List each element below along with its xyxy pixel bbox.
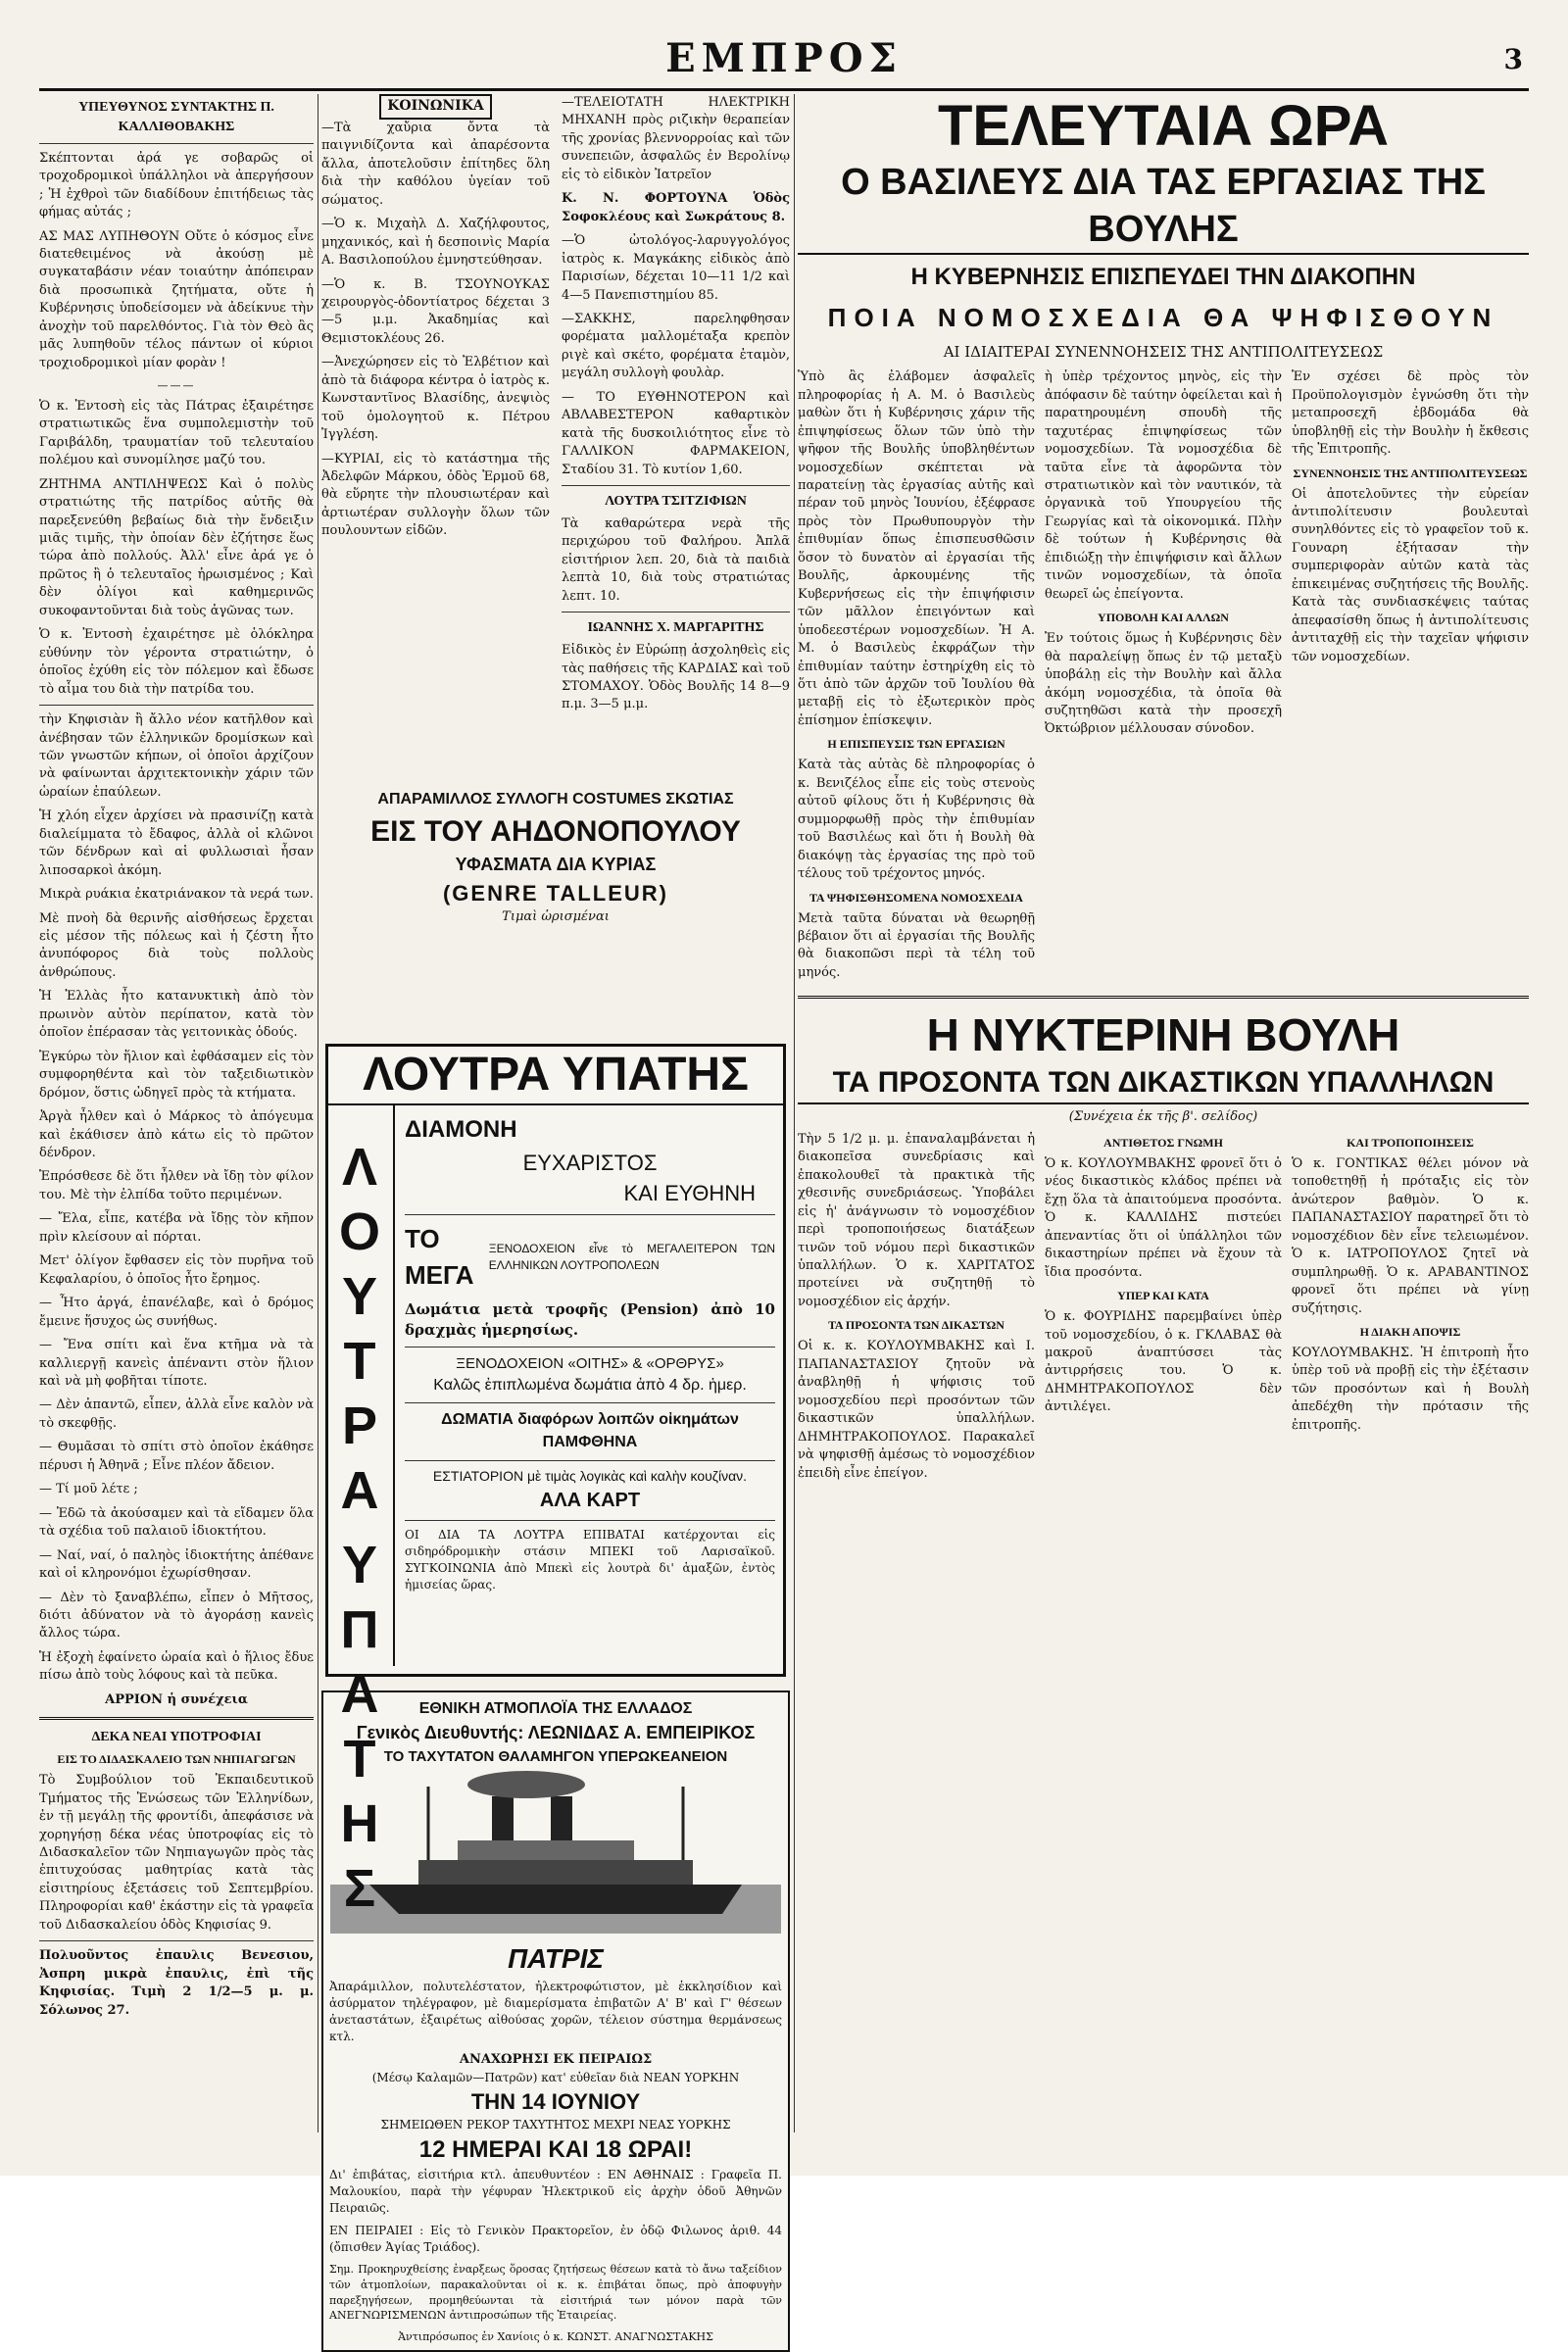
article-paragraph: Μετ' ὀλίγον ἔφθασεν εἰς τὸν πυρῆνα τοῦ Κεφαλαρίου, ὁ ὁποῖος ἦτο ἔρημος. <box>39 1253 314 1287</box>
article-paragraph: — Ναί, ναί, ὁ παληὸς ἰδιοκτήτης ἀπέθανε καὶ οἱ κληρονόμοι ἐχωρίσθησαν. <box>39 1547 314 1582</box>
article-paragraph: Ἀργὰ ἦλθεν καὶ ὁ Μάρκος τὸ ἀπόγευμα καὶ ἐκάθισεν ἀπὸ κάτω εἰς τὸ πρῶτον δένδρον. <box>39 1109 314 1161</box>
article-paragraph: Ὁ κ. Ἐντοσὴ εἰς τὰς Πάτρας ἐξαιρέτησε στρατιωτικῶς ἕνα συμπολεμιστὴν τοῦ Γαριβάλδη, τραυματίαν τοῦ τελευταίου πολέμου καὶ συνομίλησε μαζύ του. <box>39 398 314 468</box>
loutra-tsitzifion-text: Τὰ καθαρώτερα νερὰ τῆς περιχώρου τοῦ Φαλήρου. Ἀπλᾶ εἰσιτήριον λεπ. 20, διὰ τὰ παιδιὰ λεπτὰ 10, διὰ τοὺς στρατιώτας λεπτ. 10. <box>562 515 790 604</box>
headline-government: Η ΚΥΒΕΡΝΗΣΙΣ ΕΠΙΣΠΕΥΔΕΙ ΤΗΝ ΔΙΑΚΟΠΗΝ <box>910 264 1416 290</box>
headline-judicial: ΤΑ ΠΡΟΣΟΝΤΑ ΤΩΝ ΔΙΚΑΣΤΙΚΩΝ ΥΠΑΛΛΗΛΩΝ <box>798 1063 1529 1104</box>
article-paragraph: Ἐν σχέσει δὲ πρὸς τὸν Προϋπολογισμὸν ἐγνώσθη ὅτι τὴν μεταπροσεχῆ ἑβδομάδα θὰ ὑποβληθῇ εἰς τὴν Βουλὴν ἡ ἔκθεσις τῆς Ἐπιτροπῆς. <box>1292 369 1529 458</box>
costume-shop: ΕΙΣ ΤΟΥ ΑΗΔΟΝΟΠΟΥΛΟΥ <box>370 814 741 848</box>
small-ad: —ΣΑΚΚΗΣ, παρεληφθησαν φορέματα μαλλομέταξα κρεπὸν ριγὲ καὶ σκέτο, φορέματα ἐταμὸν, μεγάλη συλλογὴ φουλὰρ. <box>562 311 790 381</box>
article-paragraph: ΑΣ ΜΑΣ ΛΥΠΗΘΟΥΝ Οὔτε ὁ κόσμος εἶνε διατεθειμένος νὰ ἀκούσῃ μὲ συγκαταβάσιν νέαν τοιαύτην ἀπόπειραν διὰ προσωπικὰ ζητήματα, οὔτε ἡ Κυβέρνησις ὑποδείσομεν νὰ ἀδείκνυε τὴν ἀνοχὴν τοῦ παρελθόντος. Γιὰ τὸν Θεὸ ἂς μᾶς λυπηθοῦν τέλος πάντων οἱ κύριοι τροχιοδρομικοὶ μίαν φορὰν ! <box>39 228 314 370</box>
small-ad: Κ. Ν. ΦΟΡΤΟΥΝΑ Ὁδὸς Σοφοκλέους καὶ Σωκράτους 8. <box>562 191 790 224</box>
atmoploia-agent: Ἀντιπρόσωπος ἐν Χανίοις ὁ κ. ΚΩΝΣΤ. ΑΝΑΓΝΩΣΤΑΚΗΣ <box>398 2329 713 2343</box>
article-paragraph: Τὴν 5 1/2 μ. μ. ἐπαναλαμβάνεται ἡ διακοπεῖσα συνεδρίασις καὶ ἐπακολουθεῖ τὰ πρακτικὰ τῆς χθεσινῆς συνεδριάσεως. Ὑποβάλει εἰς ἡ' ἀνάγνωσιν τὸ νομοσχέδιον περὶ τροποποιήσεως διατάξεων τινῶν τοῦ νόμου περὶ δικαστικῶν ὑπαλλήλων. Ὁ κ. ΧΑΡΙΤΑΤΟΣ προτείνει νὰ συζητηθῇ τὸ νομοσχέδιον εἰς ἀρχήν. <box>798 1131 1035 1309</box>
ypatis-line: ΚΑΙ ΕΥΘΗΝΗ <box>623 1180 756 1205</box>
doctor-ad-title: ΙΩΑΝΝΗΣ Χ. ΜΑΡΓΑΡΙΤΗΣ <box>587 620 764 636</box>
social-note: —Τὰ χαὔρια ὄντα τὰ παιγνιδίζοντα καὶ ἀπαρέσοντα ἄλλα, ἀποτελοῦσιν ἐπίτηδες ὅλη διὰ τὴν καθόλου ὑγείαν τοῦ σώματος. <box>321 120 550 208</box>
article-paragraph: Οἱ ἀποτελοῦντες τὴν εὐρείαν ἀντιπολίτευσιν βουλευταὶ συνηλθόντες εἰς τὸ γραφεῖον τοῦ κ. Γουναρη ἐξήτασαν τὴν συμπεριφορὰν αὐτῶν κατὰ τὰς ἐπικειμένας συζητήσεις τῆς Βουλῆς. Κατὰ τὰς συνδιασκέψεις ταύτας ἀπεφασίσθη ὅπως ἡ ἀντιπολίτευσις ἀντιταχθῇ εἰς τὴν ταχεῖαν ψήφισιν τῶν νομοσχεδίων. <box>1292 486 1529 664</box>
ypatis-transport: ΟΙ ΔΙΑ ΤΑ ΛΟΥΤΡΑ ΕΠΙΒΑΤΑΙ κατέρχονται εἰς σιδηρόδρομικὴν στάσιν ΜΠΕΚΙ τοῦ Λαρισαϊκοῦ. ΣΥΓΚΟΙΝΩΝΙΑ ἀπὸ Μπεκὶ εἰς λουτρὰ δι' ἁμαξῶν, ἐντὸς ἡμισείας ὥρας. <box>405 1528 775 1592</box>
page-number: 3 <box>1503 43 1523 75</box>
atmoploia-route: (Μέσῳ Καλαμῶν—Πατρῶν) κατ' εὐθεῖαν διὰ ΝΕΑΝ ΥΟΡΚΗΝ <box>371 2070 740 2084</box>
headline-opposition: ΑΙ ΙΔΙΑΙΤΕΡΑΙ ΣΥΝΕΝΝΟΗΣΕΙΣ ΤΗΣ ΑΝΤΙΠΟΛΙΤΕΥΣΕΩΣ <box>943 342 1384 361</box>
article-paragraph: — Ἐδῶ τὰ ἀκούσαμεν καὶ τὰ εἴδαμεν ὅλα τὰ σχέδια τοῦ παλαιοῦ ἰδιοκτήτου. <box>39 1505 314 1540</box>
article-paragraph: Ἐπρόσθεσε δὲ ὅτι ἦλθεν νὰ ἴδῃ τὸν φίλον του. Μὲ τὴν ἐλπίδα τοῦτο περιμένων. <box>39 1169 314 1202</box>
ypatis-line: ΕΥΧΑΡΙΣΤΟΣ <box>522 1150 658 1175</box>
article-paragraph: Μὲ πνοὴ δὰ θερινῆς αἰσθήσεως ἔρχεται εἰς μέσον τῆς πόλεως καὶ ἡ ζέστη ἦτο ἀνυπόφορος διὰ τοὺς πολλοὺς ἀνθρώπους. <box>39 910 314 980</box>
article-paragraph: Μετὰ ταῦτα δύναται νὰ θεωρηθῇ βέβαιον ὅτι αἱ ἐργασίαι τῆς Βουλῆς θὰ διακοπῶσι περὶ τὰ τέλη τοῦ μηνός. <box>798 910 1035 980</box>
article-paragraph: Ἡ χλόη εἶχεν ἀρχίσει νὰ πρασινίζῃ κατὰ διαλείμματα τὸ ἔδαφος, ἀλλὰ οἱ κλῶνοι τῶν δένδρων καὶ αἱ φυλλωσιαὶ ἦσαν λιποσαρκοὶ ἀκόμη. <box>39 808 314 878</box>
continuation-note: ΑΡΡΙΟΝ ἡ συνέχεια <box>105 1691 248 1707</box>
loutra-tsitzifion-title: ΛΟΥΤΡΑ ΤΣΙΤΖΙΦΙΩΝ <box>605 494 747 510</box>
small-ad: — ΤΟ ΕΥΘΗΝΟΤΕΡΟΝ καὶ ΑΒΛΑΒΕΣΤΕΡΟΝ καθαρτικὸν κατὰ τῆς δυσκοιλιότητος εἶνε τὸ ΓΑΛΛΙΚΟΝ ΦΑΡΜΑΚΕΙΟΝ, Σταδίου 31. Τὸ κυτίον 1,60. <box>562 389 790 477</box>
ypatis-title: ΛΟΥΤΡΑ ΥΠΑΤΗΣ <box>328 1047 783 1105</box>
atmoploia-director: Γενικὸς Διευθυντής: ΛΕΩΝΙΔΑΣ Α. ΕΜΠΕΙΡΙΚΟΣ <box>356 1723 756 1743</box>
ship-name: ΠΑΤΡΙΣ <box>508 1943 604 1975</box>
headline-night-parliament: Η ΝΥΚΤΕΡΙΝΗ ΒΟΥΛΗ <box>926 1009 1400 1061</box>
doctor-ad-text: Εἰδικὸς ἐν Εὐρώπῃ ἀσχοληθεὶς εἰς τὰς παθήσεις τῆς ΚΑΡΔΙΑΣ καὶ τοῦ ΣΤΟΜΑΧΟΥ. Ὁδὸς Βουλῆς 14 8—9 π.μ. 3—5 μ.μ. <box>562 643 790 712</box>
ypatis-diamoni: ΔΙΑΜΟΝΗ <box>405 1116 517 1144</box>
subheading: Η ΔΙΑΚΗ ΑΠΟΨΙΣ <box>1359 1324 1461 1339</box>
costume-line: Τιμαὶ ὡρισμέναι <box>502 908 610 924</box>
article-paragraph: ὴ ὑπὲρ τρέχοντος μηνὸς, εἰς τὴν ἀπόφασιν δὲ ταύτην ὀφείλεται καὶ ἡ παρατηρουμένη σπουδὴ τῆς ταχυτέρας ἐπιψηφίσεως τῶν νομοσχεδίων. Τὰ νομοσχέδια δὲ ταῦτα εἶνε τὰ ἀφορῶντα τὸν στρατιωτικὸν καὶ τὸν ναυτικόν, τὰ ὀργανικὰ τοῦ Υπουργείου τῆς Γεωργίας καὶ τὰ οἰκονομικά. Πλὴν δὲ τούτων ἡ Κυβέρνησις θὰ ἐπιδιώξῃ τὴν ἐπιψήφισιν καὶ ἄλλων τινῶν νομοσχεδίων, τὰ ὁποῖα θεωρεῖ ὡς ἐπείγοντα. <box>1045 369 1282 602</box>
article-paragraph: — Δὲν ἀπαντῶ, εἶπεν, ἀλλὰ εἶνε καλὸν νὰ τὸ σκεφθῇς. <box>39 1397 314 1431</box>
social-note: —Ὁ κ. Μιχαὴλ Δ. Χαζήλφουτος, μηχανικός, καὶ ἡ δεσποινὶς Μαρία Α. Βασιλοπούλου ἐμνηστεύθησαν. <box>321 217 550 269</box>
atmoploia-departure: ΑΝΑΧΩΡΗΣΙ ΕΚ ΠΕΙΡΑΙΩΣ <box>459 2052 653 2068</box>
column-middle <box>321 94 790 2343</box>
article-paragraph: — Ἔλα, εἶπε, κατέβα νὰ ἴδῃς τὸν κῆπον πρὶν κλείσουν αἱ πόρται. <box>39 1211 314 1245</box>
masthead <box>39 29 1529 91</box>
article-paragraph: — Θυμᾶσαι τὸ σπίτι στὸ ὁποῖον ἐκάθησε πέρυσι ἡ Ἀθηνᾶ ; Εἶνε πλέον ἄδειον. <box>39 1440 314 1473</box>
article-paragraph: Ἐν τούτοις ὅμως ἡ Κυβέρνησις δὲν θὰ παραλείψῃ ὅπως ἐν τῷ μεταξὺ ὑποβάλῃ εἰς τὴν Βουλὴν καὶ ἄλλα ἀκόμη νομοσχέδια, τὰ ὁποῖα θὰ συζητηθῶσι κατὰ τὴν προσεχῆ Ὀκτώβριον μέλλουσαν σύνοδον. <box>1045 631 1282 737</box>
atmoploia-subtitle: ΤΟ ΤΑΧΥΤΑΤΟΝ ΘΑΛΑΜΗΓΟΝ ΥΠΕΡΩΚΕΑΝΕΙΟΝ <box>383 1747 728 1765</box>
column-rule <box>794 94 795 2132</box>
article-paragraph: Ὁ κ. Ἐντοσὴ ἐχαιρέτησε μὲ ὁλόκληρα εὐθύνην τὸν γέροντα στρατιώτην, ὁ ὁποῖος ἐχύθη εἰς τὸν πόλεμον καὶ ἔδωσε τὸ αἷμα του διὰ τὴν πατρίδα του. <box>39 627 314 697</box>
ypatis-oithis-rooms: Καλῶς ἐπιπλωμένα δωμάτια ἀπὸ 4 δρ. ἡμερ. <box>433 1376 747 1394</box>
subheading: ΥΠΟΒΟΛΗ ΚΑΙ ΑΛΛΩΝ <box>1098 611 1229 625</box>
article-paragraph: ΚΟΥΛΟΥΜΒΑΚΗΣ. Ἡ ἐπιτροπὴ ἦτο ὑπὲρ τοῦ νὰ προβῇ εἰς τὴν ἐξέτασιν τῶν προσόντων καὶ ἡ Βουλὴ ἀπεδέχθη τὴν πρότασιν τῆς ἐπιτροπῆς. <box>1292 1345 1529 1433</box>
atmoploia-record: ΣΗΜΕΙΩΘΕΝ ΡΕΚΟΡ ΤΑΧΥΤΗΤΟΣ ΜΕΧΡΙ ΝΕΑΣ ΥΟΡΚΗΣ <box>380 2118 731 2132</box>
social-note: —ΚΥΡΙΑΙ, εἰς τὸ κατάστημα τῆς Ἀδελφῶν Μάρκου, ὁδὸς Ἑρμοῦ 68, θὰ εὕρητε τὴν πλουσιωτέραν καὶ ἀρτιωτέραν συλλογὴν ὅλων τῶν πουλουντων εἰδῶν. <box>321 451 550 539</box>
scholarships-subtitle: ΕΙΣ ΤΟ ΔΙΔΑΣΚΑΛΕΙΟ ΤΩΝ ΝΗΠΙΑΓΩΓΩΝ <box>57 1752 296 1767</box>
costume-ad <box>361 789 751 927</box>
editor-byline: ΥΠΕΥΘΥΝΟΣ ΣΥΝΤΑΚΤΗΣ Π. ΚΑΛΛΙΘΟΒΑΚΗΣ <box>78 100 274 134</box>
ypatis-alacart: ΑΛΑ ΚΑΡΤ <box>539 1489 641 1511</box>
ypatis-rooms: Δωμάτια μετὰ τροφῆς (Pension) ἀπὸ 10 δραχμὰς ἡμερησίως. <box>405 1299 775 1340</box>
column-right <box>798 94 1529 2132</box>
subheading: ΑΝΤΙΘΕΤΟΣ ΓΝΩΜΗ <box>1103 1135 1223 1150</box>
subheading: ΤΑ ΠΡΟΣΟΝΤΑ ΤΩΝ ΔΙΚΑΣΤΩΝ <box>828 1318 1004 1333</box>
ypatis-hotel: ΞΕΝΟΔΟΧΕΙΟΝ εἶνε τὸ ΜΕΓΑΛΕΙΤΕΡΟΝ ΤΩΝ ΕΛΛΗΝΙΚΩΝ ΛΟΥΤΡΟΠΟΛΕΩΝ <box>488 1241 775 1272</box>
koinonika-title: ΚΟΙΝΩΝΙΚΑ <box>379 94 492 120</box>
ypatis-domatia: ΔΩΜΑΤΙΑ διαφόρων λοιπῶν οἰκημάτων ΠΑΜΦΘΗΝΑ <box>441 1411 739 1451</box>
article-paragraph: Ὁ κ. ΦΟΥΡΙΔΗΣ παρεμβαίνει ὑπὲρ τοῦ νομοσχεδίου, ὁ κ. ΓΚΛΑΒΑΣ θὰ μακροῦ ἀναπτύσσει τὰς ἀντιρρήσεις του. Ὁ κ. ΔΗΜΗΤΡΑΚΟΠΟΥΛΟΣ δὲν ἀντιλέγει. <box>1045 1309 1282 1415</box>
continuation: (Συνέχεια ἐκ τῆς β'. σελίδος) <box>1068 1109 1258 1125</box>
subheading: ΤΑ ΨΗΦΙΣΘΗΣΟΜΕΝΑ ΝΟΜΟΣΧΕΔΙΑ <box>809 890 1023 905</box>
atmoploia-title: ΕΘΝΙΚΗ ΑΤΜΟΠΛΟΪΑ ΤΗΣ ΕΛΛΑΔΟΣ <box>418 1700 693 1718</box>
atmoploia-info: Δι' ἐπιβάτας, εἰσιτήρια κτλ. ἀπευθυντέον : ΕΝ ΑΘΗΝΑΙΣ : Γραφεῖα Π. Μαλουκίου, παρὰ τὴν γέφυραν Ἠλεκτρικοῦ εἰς ἀρχὴν ὁδοῦ Ἀθηνῶν Πειραιῶς. <box>329 2168 782 2216</box>
column-left: ΥΠΕΥΘΥΝΟΣ ΣΥΝΤΑΚΤΗΣ Π. ΚΑΛΛΙΘΟΒΑΚΗΣ Σκέπτονται ἀρά γε σοβαρῶς οἱ τροχοδρομικοὶ ὑπάλληλοι νὰ ἀπεργήσουν ; Ἡ ἐχθροὶ τῶν διαδίδουν ἐπιτήδειως τὰς φήμας αὐτάς ; ΑΣ ΜΑΣ ΛΥΠΗΘΟΥΝ Οὔτε ὁ κόσμος εἶνε διατεθειμένος νὰ ἀκούσῃ μὲ συγκαταβάσιν νέαν τοιαύτην ἀπόπειραν διὰ προσωπικὰ ζητήματα, οὔτε ἡ Κυβέρνησις ὑποδείσομεν νὰ ἀδείκνυε τὴν ἀνοχὴν τοῦ παρελθόντος. Γιὰ τὸν Θεὸ ἂς μᾶς λυπηθοῦν τέλος πάντων οἱ κύριοι τροχιοδρομικοὶ μίαν φορὰν ! ——— Ὁ κ. Ἐντοσὴ εἰς τὰς Πάτρας ἐξαιρέτησε στρατιωτικῶς ἕνα συμπολεμιστὴν τοῦ Γαριβάλδη, τραυματίαν τοῦ τελευταίου πολέμου καὶ συνομίλησε μαζύ του. ΖΗΤΗΜΑ ΑΝΤΙΛΗΨΕΩΣ Καὶ ὁ πολὺς στρατιώτης τῆς πατρίδος αὐτῆς θὰ παρεξενεύθη βεβαίως διὰ τὴν ἔνδειξιν μιᾶς τιμῆς, τὴν ὁποίαν δὲν ἐζήτησε ἕως τώρα ἀπὸ πολλούς. Ἀλλ' εἶνε ἀρά γε ὁ πρῶτος ἢ ὁ τελευταῖος ἠρωισμένος ; Καὶ δὲν ὀλίγοι καὶ καθημερινῶς συκοφαντοῦνται διὰ τοὺς ἀγῶνας των. Ὁ κ. Ἐντοσὴ ἐχαιρέτησε μὲ ὁλόκληρα εὐθύνην τὸν γέροντα στρατιώτην, ὁ ὁποῖος ἐχύθη εἰς τὸν πόλεμον καὶ ἔδωσε τὸ αἷμα του διὰ τὴν πατρίδα του. τὴν Κηφισιὰν ἢ ἄλλο νέον κατῆλθον καὶ ἀνέβησαν τῶν ἐλληνικῶν δρομίσκων καὶ τῶν γνωστῶν κήπων, οἱ ὁποῖοι ἀρχίζουν νὰ φαίνωνται ἀρχιτεκτονικὴν χάριν τῶν ὡραίων ἐπαύλεων. Ἡ χλόη εἶχεν ἀρχίσει νὰ πρασινίζῃ κατὰ διαλείμματα τὸ ἔδαφος, ἀλλὰ οἱ κλῶνοι τῶν δένδρων καὶ αἱ φυλλωσιαὶ ἦσαν λιποσαρκοὶ ἀκόμη. Μικρὰ ρυάκια ἐκατριάνακον τὰ νερά των. Μὲ πνοὴ δὰ θερινῆς αἰσθήσεως ἔρχεται εἰς μέσον τῆς πόλεως καὶ ἡ ζέστη ἦτο ἀνυπόφορος διὰ τοὺς πολλοὺς ἀνθρώπους. Ἡ Ἑλλὰς ἦτο κατανυκτικὴ ἀπὸ τὸν πρωινὸν αὐτὸν περίπατον, κατὰ τὸν ὁποῖον ἐπέρασαν τὰς γειτονικὰς ὁδούς. Ἐγκύρω τὸν ἥλιον καὶ ἐφθάσαμεν εἰς τὸν συμφορηθέντα καὶ τὸν ταξειδιωτικὸν δρόμον, ὅστις ὠδηγεῖ πρὸς τὰ κτήματα. Ἀργὰ ἦλθεν καὶ ὁ Μάρκος τὸ ἀπόγευμα καὶ ἐκάθισεν ἀπὸ κάτω εἰς τὸ πρῶτον δένδρον. Ἐπρόσθεσε δὲ ὅτι ἦλθεν νὰ ἴδῃ τὸν φίλον του. Μὲ τὴν ἐλπίδα τοῦτο περιμένων. — Ἔλα, εἶπε, κατέβα νὰ ἴδῃς τὸν κῆπον πρὶν κλείσουν αἱ πόρται. Μετ' ὀλίγον ἔφθασεν εἰς τὸν πυρῆνα τοῦ Κεφαλαρίου, ὁ ὁποῖος ἦτο ἔρημος. — Ἦτο ἀργά, ἐπανέλαβε, καὶ ὁ δρόμος ἔμεινε ἥσυχος ὡς συνήθως. — Ἔνα σπίτι καὶ ἕνα κτῆμα νὰ τὰ καλλιεργῇ κανεὶς ἀπέναντι στὸν ἥλιον καὶ νὰ μὴ φοβῆται τίποτε. — Δὲν ἀπαντῶ, εἶπεν, ἀλλὰ εἶνε καλὸν νὰ τὸ σκεφθῇς. — Θυμᾶσαι τὸ σπίτι στὸ ὁποῖον ἐκάθησε πέρυσι ἡ Ἀθηνᾶ ; Εἶνε πλέον ἄδειον. — Τί μοῦ λέτε ; — Ἐδῶ τὰ ἀκούσαμεν καὶ τὰ εἴδαμεν ὅλα τὰ σχέδια τοῦ παλαιοῦ ἰδιοκτήτου. — Ναί, ναί, ὁ παληὸς ἰδιοκτήτης ἀπέθανε καὶ οἱ κληρονόμοι ἐχωρίσθησαν. — Δὲν τὸ ξαναβλέπω, εἶπεν ὁ Μῆτσος, διότι ἀδύνατον νὰ τὸ ἀγοράσῃ κανεὶς ἄλλος τώρα. Ἡ ἐξοχὴ ἐφαίνετο ὡραία καὶ ὁ ἥλιος ἔδυε πίσω ἀπὸ τοὺς λόφους καὶ τὰ πεῦκα. ΑΡΡΙΟΝ ἡ συνέχεια ΔΕΚΑ ΝΕΑΙ ΥΠΟΤΡΟΦΙΑΙ ΕΙΣ ΤΟ ΔΙΔΑΣΚΑΛΕΙΟ ΤΩΝ ΝΗΠΙΑΓΩΓΩΝ Τὸ Συμβούλιον τοῦ Ἐκπαιδευτικοῦ Τμήματος τῆς Ἑνώσεως τῶν Ἑλληνίδων, ἐν τῇ μεγάλῃ τῆς φροντίδι, ἀπεφάσισε νὰ χορηγήσῃ δέκα νέας ὑποτροφίας εἰς τὸ Διδασκαλεῖον τῶν Νηπιαγωγῶν πρὸς τὰς ἐπιτυχούσας μαθητρίας κατὰ τὰς εἰσιτηρίους ἐξετάσεις τοῦ Σεπτεμβρίου. Πληροφορίαι καθ' ἑκάστην εἰς τὰ γραφεῖα τοῦ Διδασκαλείου ὁδὸς Κηφισίας 9. Πολυοῦντος ἐπαυλις Βενεσιου, Ἀσπρη μικρὰ ἐπαυλις, ἐπὶ τῆς Κηφισίας. Τιμὴ 2 1/2—5 μ. μ. Σόλωνος 27. <box>39 94 314 2132</box>
costume-line: (GENRE TALLEUR) <box>442 880 669 906</box>
atmoploia-note: Σημ. Προκηρυχθείσης ἐναρξεως ὅροσας ζητήσεως θέσεων κατὰ τὸ ἄνω ταξείδιον τῶν ἀτμοπλοίων, παρακαλοῦνται οἱ κ. κ. ἐπιβάται ὅπως, πρὸ ἀποφυγὴν παρεξηγήσεων, προμηθεύωνται τὰ εἰσιτήριά των μόνον παρὰ τῶν ΑΝΕΓΝΩΡΙΣΜΕΝΩΝ ἀντιπροσώπων τῆς Ἑταιρείας. <box>329 2263 782 2323</box>
small-ad: —ΤΕΛΕΙΟΤΑΤΗ ΗΛΕΚΤΡΙΚΗ ΜΗΧΑΝΗ πρὸς ριζικὴν θεραπείαν τῆς χρονίας βλεννορροίας καὶ τῶν συνεπειῶν, ἀσφαλῶς ἐν Βερολίνῳ εἰς τὸ εἰδικὸν Ἰατρεῖον <box>562 95 790 182</box>
small-ad: —Ὁ ὠτολόγος-λαρυγγολόγος ἰατρὸς κ. Μαγκάκης εἰδικὸς ἀπὸ Παρισίων, δέχεται 10—11 1/2 καὶ 4—5 Πανεπιστημίου 85. <box>562 233 790 303</box>
subheading: ΥΠΕΡ ΚΑΙ ΚΑΤΑ <box>1117 1289 1209 1303</box>
subheading: ΚΑΙ ΤΡΟΠΟΠΟΙΗΣΕΙΣ <box>1347 1135 1474 1150</box>
subheading: Η ΕΠΙΣΠΕΥΣΙΣ ΤΩΝ ΕΡΓΑΣΙΩΝ <box>827 737 1005 752</box>
article-paragraph: — Ἦτο ἀργά, ἐπανέλαβε, καὶ ὁ δρόμος ἔμεινε ἥσυχος ὡς συνήθως. <box>39 1296 314 1329</box>
headline-last-hour: ΤΕΛΕΥΤΑΙΑ ΩΡΑ <box>937 94 1390 158</box>
article-paragraph: Ἡ ἐξοχὴ ἐφαίνετο ὡραία καὶ ὁ ἥλιος ἔδυε πίσω ἀπὸ τοὺς λόφους καὶ τὰ πεῦκα. <box>39 1649 314 1684</box>
atmoploia-date: ΤΗΝ 14 ΙΟΥΝΙΟΥ <box>470 2088 641 2114</box>
article-paragraph: Ἐγκύρω τὸν ἥλιον καὶ ἐφθάσαμεν εἰς τὸν συμφορηθέντα καὶ τὸν ταξειδιωτικὸν δρόμον, ὅστις ὠδηγεῖ πρὸς τὰ κτήματα. <box>39 1049 314 1101</box>
costume-line: ΥΦΑΣΜΑΤΑ ΔΙΑ ΚΥΡΙΑΣ <box>455 855 657 875</box>
article-paragraph: Κατὰ τὰς αὐτὰς δὲ πληροφορίας ὁ κ. Βενιζέλος εἶπε εἰς τοὺς στενοὺς αὐτοῦ φίλους ὅτι ἡ Κυβέρνησις θὰ συμμορφωθῇ πρὸς τὴν ἐπιθυμίαν τοῦ Βασιλέως καὶ ὅτι ἡ Βουλὴ θὰ διακόψῃ τὰς ἐργασίας της πρὸ τοῦ τέλους τοῦ τρέχοντος μηνός. <box>798 758 1035 882</box>
article-paragraph: Μικρὰ ρυάκια ἐκατριάνακον τὰ νερά των. <box>39 887 314 903</box>
article-paragraph: — Δὲν τὸ ξαναβλέπω, εἶπεν ὁ Μῆτσος, διότι ἀδύνατον νὰ τὸ ἀγοράσῃ κανεὶς ἄλλος τώρα. <box>39 1590 314 1642</box>
subheading: ΣΥΝΕΝΝΟΗΣΙΣ ΤΗΣ ΑΝΤΙΠΟΛΙΤΕΥΣΕΩΣ <box>1293 466 1528 480</box>
atmoploia-desc: Ἀπαράμιλλον, πολυτελέστατον, ἠλεκτροφώτιστον, μὲ ἐκκλησίδιον καὶ ἀσύρματον τηλέγραφον, μὲ διαμερίσματα ἐπιβατῶν Α' Β' καὶ Γ' θέσεων ἀνεταστάτων, ἐξαιρέτως αἰθούσας χορῶν, τέλειον σύστημα θερμάνσεως κτλ. <box>329 1980 782 2044</box>
article-paragraph: Ὑπὸ ἂς ἐλάβομεν ἀσφαλεῖς πληροφορίας ἡ Α. Μ. ὁ Βασιλεὺς μαθὼν ὅτι ἡ Κυβέρνησις χάριν τῆς ἐπιψηφίσεως ὅλων τῶν ὑπὸ τὴν ψῆφον τῆς Βουλῆς ὑποβληθέντων νομοσχεδίων σκέπτεται νὰ παρατείνῃ τὰς ἐργασίας αὐτῆς καὶ πέραν τοῦ μηνὸς Ἰουνίου, ἐξέφρασε πρὸς τὸν Πρωθυπουργὸν τὴν ἐπιθυμίαν ὅπως ἐπισπευσθῶσιν ὅσον τὸ δυνατὸν αἱ ἐργασίαι τῆς Βουλῆς, ἀρκουμένης τῆς Κυβερνήσεως εἰς τὴν ἐπιψήφισιν τῶν μᾶλλον ἐπειγόντων καὶ ὑποδεεστέρων νομοσχεδίων. Ἡ Α. Μ. ὁ Βασιλεὺς ἐκφράζων τὴν ἐπιθυμίαν ταύτην ἐστηρίχθη εἰς τὸ ὅτι ἀπὸ τῶν ἀρχῶν τοῦ Ἰουλίου θὰ μεταβῇ εἰς τὸ ἐξωτερικὸν πρὸς ἐπίσημον ἐπίσκεψιν. <box>798 369 1035 728</box>
newspaper-title: ΕΜΠΡΟΣ <box>665 35 903 81</box>
article-paragraph: Ἡ Ἑλλὰς ἦτο κατανυκτικὴ ἀπὸ τὸν πρωινὸν αὐτὸν περίπατον, κατὰ τὸν ὁποῖον ἐπέρασαν τὰς γειτονικὰς ὁδούς. <box>39 989 314 1041</box>
social-note: —Ἀνεχώρησεν εἰς τὸ Ἐλβέτιον καὶ ἀπὸ τὰ διάφορα κέντρα ὁ ἰατρὸς κ. Κωνσταντῖνος Βλασίδης, ἀνεψιὸς τοῦ ὁμολογητοῦ κ. Πέτρου Ἰγγλέση. <box>321 355 550 443</box>
classified-ad: Πολυοῦντος ἐπαυλις Βενεσιου, Ἀσπρη μικρὰ ἐπαυλις, ἐπὶ τῆς Κηφισίας. Τιμὴ 2 1/2—5 μ. μ. Σόλωνος 27. <box>39 1948 314 2018</box>
article-paragraph: — Ἔνα σπίτι καὶ ἕνα κτῆμα νὰ τὰ καλλιεργῇ κανεὶς ἀπέναντι στὸν ἥλιον καὶ νὰ μὴ φοβῆται τίποτε. <box>39 1338 314 1389</box>
article-paragraph: Οἱ κ. κ. ΚΟΥΛΟΥΜΒΑΚΗΣ καὶ Ι. ΠΑΠΑΝΑΣΤΑΣΙΟΥ ζητοῦν νὰ ἀναβληθῇ ἡ ψήφισις τοῦ νομοσχεδίου περὶ προσόντων τῶν δικαστικῶν ὑπαλλήλων. ΔΗΜΗΤΡΑΚΟΠΟΥΛΟΣ. Παρακαλεῖ νὰ ψηφισθῇ ἀμέσως τὸ νομοσχέδιον ἐπειδὴ εἶνε ἐπείγον. <box>798 1339 1035 1481</box>
costume-line: ΑΠΑΡΑΜΙΛΛΟΣ ΣΥΛΛΟΓΗ COSTUMES ΣΚΩΤΙΑΣ <box>377 790 734 808</box>
headline-king: Ο ΒΑΣΙΛΕΥΣ ΔΙΑ ΤΑΣ ΕΡΓΑΣΙΑΣ ΤΗΣ ΒΟΥΛΗΣ <box>798 159 1529 255</box>
ypatis-hotel-oithis: ΞΕΝΟΔΟΧΕΙΟΝ «ΟΙΤΗΣ» & «ΟΡΘΡΥΣ» <box>456 1355 724 1373</box>
article-paragraph: Σκέπτονται ἀρά γε σοβαρῶς οἱ τροχοδρομικοὶ ὑπάλληλοι νὰ ἀπεργήσουν ; Ἡ ἐχθροὶ τῶν διαδίδουν ἐπιτήδειως τὰς φήμας αὐτάς ; <box>39 150 314 220</box>
headline-bills: ΠΟΙΑ ΝΟΜΟΣΧΕΔΙΑ ΘΑ ΨΗΦΙΣΘΟΥΝ <box>827 303 1499 333</box>
atmoploia-piraeus: ΕΝ ΠΕΙΡΑΙΕΙ : Εἰς τὸ Γενικὸν Πρακτορεῖον, ἐν ὁδῷ Φιλωνος ἀριθ. 44 (ὄπισθεν Ἁγίας Τριάδος). <box>329 2224 782 2255</box>
atmoploia-ad <box>321 1690 790 2352</box>
scholarships-text: Τὸ Συμβούλιον τοῦ Ἐκπαιδευτικοῦ Τμήματος τῆς Ἑνώσεως τῶν Ἑλληνίδων, ἐν τῇ μεγάλῃ τῆς φροντίδι, ἀπεφάσισε νὰ χορηγήσῃ δέκα νέας ὑποτροφίας εἰς τὸ Διδασκαλεῖον τῶν Νηπιαγωγῶν πρὸς τὰς ἐπιτυχούσας μαθητρίας κατὰ τὰς εἰσιτηρίους ἐξετάσεις τοῦ Σεπτεμβρίου. Πληροφορίαι καθ' ἑκάστην εἰς τὰ γραφεῖα τοῦ Διδασκαλείου ὁδὸς Κηφισίας 9. <box>39 1773 314 1933</box>
ship-illustration <box>329 1767 782 1934</box>
ypatis-tomega: ΤΟ ΜΕΓΑ <box>405 1223 474 1290</box>
ypatis-restaurant: ΕΣΤΙΑΤΟΡΙΟΝ μὲ τιμὰς λογικὰς καὶ καλὴν κουζίναν. <box>432 1467 748 1484</box>
article-paragraph: Ὁ κ. ΓΟΝΤΙΚΑΣ θέλει μόνον νὰ τοποθετηθῇ ἡ πρόταξις εἰς τὸν ἀνώτερον βαθμὸν. Ὁ κ. ΠΑΠΑΝΑΣΤΑΣΙΟΥ παρατηρεῖ ὅτι τὸ νομοσχέδιον δὲν εἶνε τελειωμένον. Ὁ κ. ΙΑΤΡΟΠΟΥΛΟΣ ζητεῖ νὰ συμπληρωθῇ. Ὁ κ. ΑΡΑΒΑΝΤΙΝΟΣ φρονεῖ ὅτι πρέπει νὰ γίνῃ συζήτησις. <box>1292 1155 1529 1316</box>
scholarships-title: ΔΕΚΑ ΝΕΑΙ ΥΠΟΤΡΟΦΙΑΙ <box>91 1730 262 1745</box>
atmoploia-duration: 12 ΗΜΕΡΑΙ ΚΑΙ 18 ΩΡΑΙ! <box>418 2136 693 2164</box>
article-paragraph: — Τί μοῦ λέτε ; <box>39 1482 138 1497</box>
article-paragraph: ΖΗΤΗΜΑ ΑΝΤΙΛΗΨΕΩΣ Καὶ ὁ πολὺς στρατιώτης τῆς πατρίδος αὐτῆς θὰ παρεξενεύθη βεβαίως διὰ τὴν ἔνδειξιν μιᾶς τιμῆς, τὴν ὁποίαν δὲν ἐζήτησε ἕως τώρα ἀπὸ πολλούς. Ἀλλ' εἶνε ἀρά γε ὁ πρῶτος ἢ ὁ τελευταῖος ἠρωισμένος ; Καὶ δὲν ὀλίγοι καὶ καθημερινῶς συκοφαντοῦνται διὰ τοὺς ἀγῶνας των. <box>39 476 314 618</box>
article-paragraph: τὴν Κηφισιὰν ἢ ἄλλο νέον κατῆλθον καὶ ἀνέβησαν τῶν ἐλληνικῶν δρομίσκων καὶ τῶν γνωστῶν κήπων, οἱ ὁποῖοι ἀρχίζουν νὰ φαίνωνται ἀρχιτεκτονικὴν χάριν τῶν ὡραίων ἐπαύλεων. <box>39 712 314 800</box>
ypatis-vertical-title: Λ Ο Υ Τ Ρ Α Υ Π Α Τ Η Σ <box>338 1138 380 1919</box>
social-note: —Ὁ κ. Β. ΤΣΟΥΝΟΥΚΑΣ χειρουργὸς-ὀδοντίατρος δέχεται 3—5 μ.μ. Ἀκαδημίας καὶ Θεμιστοκλέους 26. <box>321 276 550 346</box>
article-paragraph: Ὁ κ. ΚΟΥΛΟΥΜΒΑΚΗΣ φρονεῖ ὅτι ὁ νέος δικαστικὸς κλάδος πρέπει νὰ ἔχῃ ὅλα τὰ ἀπαιτούμενα προσόντα. Ὁ κ. ΚΑΛΛΙΔΗΣ πιστεύει ἀπεναντίας ὅτι οἱ ὑπάλληλοι τῶν δικαστηρίων πρέπει νὰ ἔχουν τὰ ἴδια προσόντα. <box>1045 1155 1282 1280</box>
